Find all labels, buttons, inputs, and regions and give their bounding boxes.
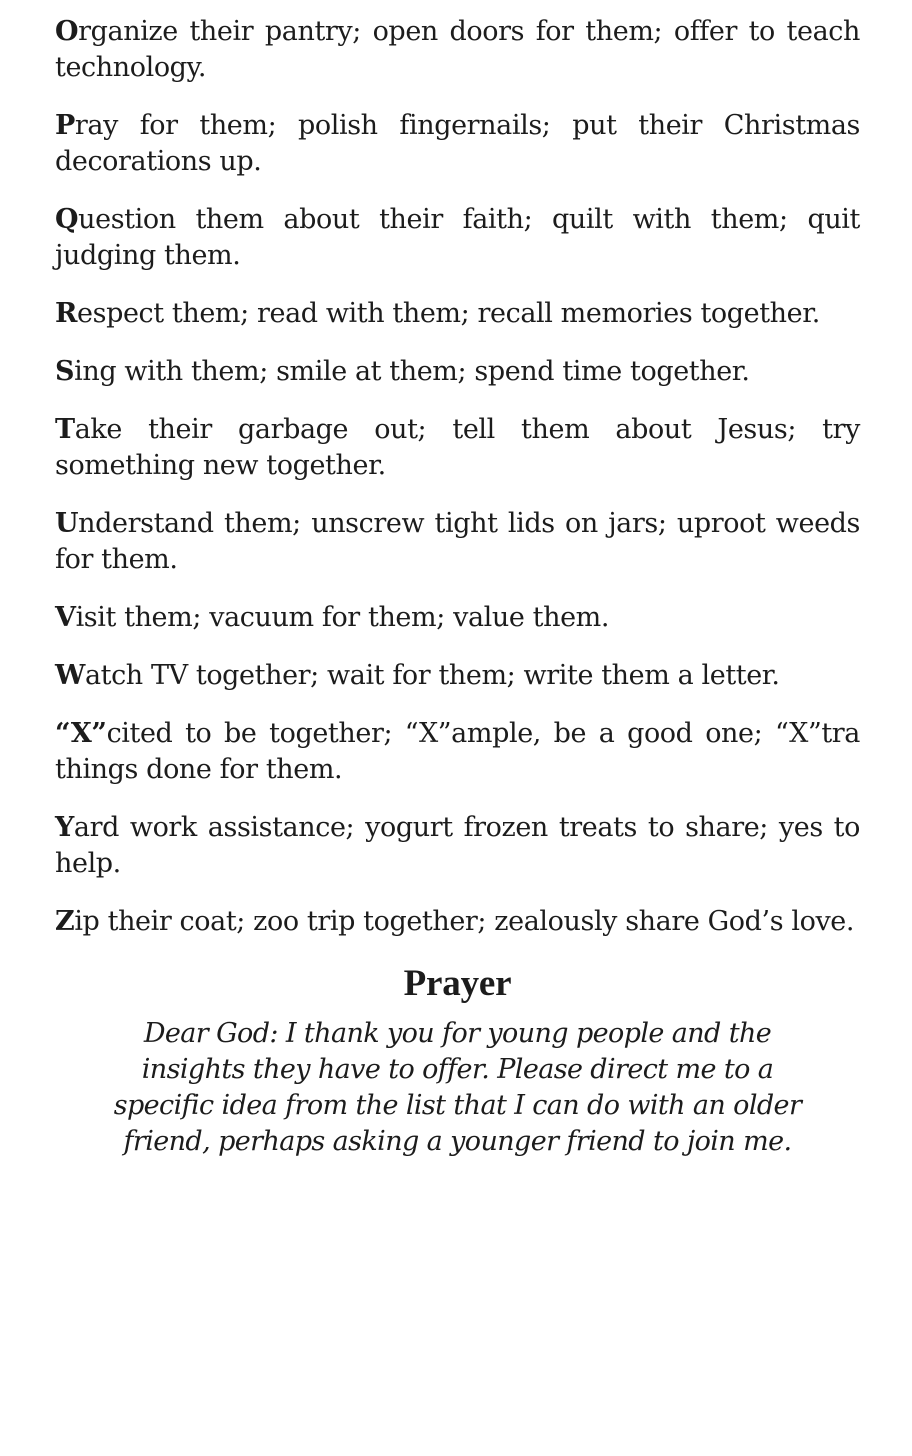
list-item-t	[55, 412, 860, 484]
entry-text: rganize their pantry; open doors for them; offer to teach technology.	[55, 16, 860, 83]
prayer-line: insights they have to offer. Please direct me to a	[141, 1054, 774, 1085]
list-item-y	[55, 810, 860, 882]
entry-text: espect them; read with them; recall memories together.	[77, 298, 820, 329]
list-item-x	[55, 716, 860, 788]
entry-initial: Y	[55, 812, 74, 843]
list-item-q	[55, 202, 860, 274]
list-item-w	[55, 658, 860, 694]
list-item-u	[55, 506, 860, 578]
list-item-v	[55, 600, 860, 636]
entry-text: cited to be together; “X”ample, be a good one; “X”tra things done for them.	[55, 718, 860, 785]
entry-initial: P	[55, 110, 75, 141]
prayer-line: friend, perhaps asking a younger friend to join me.	[123, 1126, 792, 1157]
entry-text: ray for them; polish fingernails; put their Christmas decorations up.	[55, 110, 860, 177]
prayer-text	[88, 1016, 828, 1160]
entry-initial: T	[55, 414, 75, 445]
entry-initial: Q	[55, 204, 79, 235]
entry-text: ing with them; smile at them; spend time together.	[74, 356, 750, 387]
list-item-o	[55, 14, 860, 86]
entry-initial: V	[55, 602, 76, 633]
entry-initial: U	[55, 508, 79, 539]
entry-text: isit them; vacuum for them; value them.	[75, 602, 610, 633]
entry-initial: W	[55, 660, 85, 691]
entry-text: ake their garbage out; tell them about Jesus; try something new together.	[55, 414, 860, 481]
list-item-p	[55, 108, 860, 180]
list-item-s	[55, 354, 860, 390]
entry-initial: Z	[55, 906, 75, 937]
entry-text: uestion them about their faith; quilt with them; quit judging them.	[55, 204, 860, 271]
entry-initial: S	[55, 356, 75, 387]
entry-text: atch TV together; wait for them; write them a letter.	[84, 660, 780, 691]
entry-text: nderstand them; unscrew tight lids on jars; uproot weeds for them.	[55, 508, 860, 575]
entry-initial: “X”	[55, 718, 107, 749]
entry-initial: R	[55, 298, 78, 329]
prayer-line: Dear God: I thank you for young people and the	[143, 1018, 772, 1049]
prayer-heading: Prayer	[403, 963, 512, 1004]
entry-text: ip their coat; zoo trip together; zealously share God’s love.	[74, 906, 855, 937]
list-item-z	[55, 904, 860, 940]
entry-initial: O	[55, 16, 79, 47]
entry-text: ard work assistance; yogurt frozen treats to share; yes to help.	[55, 812, 860, 879]
list-item-r	[55, 296, 860, 332]
prayer-line: specific idea from the list that I can do with an older	[113, 1090, 802, 1121]
